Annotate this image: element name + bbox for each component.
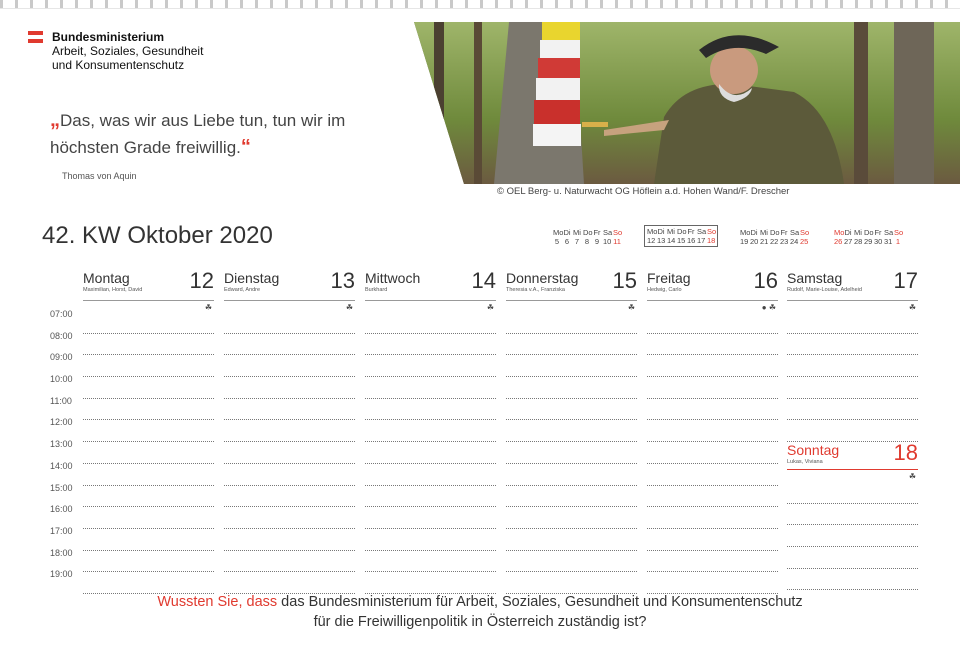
day-column-saturday [787,268,918,312]
moon-phase-icon: ☘ [908,303,916,312]
day-number: 16 [753,268,778,293]
moon-phase-icon: ☘ [204,303,212,312]
day-column-wednesday [365,268,496,312]
day-number: 12 [189,268,214,293]
day-column-monday [83,268,214,312]
day-number: 18 [893,440,918,465]
day-number: 14 [471,268,496,293]
mini-calendar-current-week: Mo 12 Di 13 Mi 14 Do 15 Fr 16 Sa 17 So 18 [644,225,718,247]
day-name: Mittwoch [365,270,421,286]
time-label: 10:00 [50,374,73,385]
name-days: Lukas, Viviana [787,459,823,465]
writing-lines [365,312,496,594]
time-label: 12:00 [50,417,73,428]
name-days: Hedwig, Carlo [647,287,682,293]
quote-author: Thomas von Aquin [62,171,137,181]
name-days: Rudolf, Marie-Louise, Adelheid [787,287,862,293]
writing-lines [83,312,214,594]
ministry-name: Bundesministerium Arbeit, Soziales, Gesundheit und Konsumentenschutz [52,30,204,72]
footer-text: das Bundesministerium für Arbeit, Soziales, Gesundheit und Konsumentenschutz [277,594,803,610]
mini-calendar-prev-week: Mo 5 Di 6 Mi 7 Do 8 Fr 9 Sa 10 So 11 [553,228,623,246]
moon-phase-icon: ● ☘ [761,303,776,312]
mini-calendar-next-week: Mo 19 Di 20 Mi 21 Do 22 Fr 23 Sa 24 So 25 [740,228,810,246]
writing-lines [224,312,355,594]
time-label: 13:00 [50,439,73,450]
day-column-friday [647,268,778,312]
day-name: Samstag [787,270,843,286]
day-column-tuesday [224,268,355,312]
name-days: Maximilian, Horst, David [83,287,143,293]
time-label: 15:00 [50,482,73,493]
moon-phase-icon: ☘ [627,303,635,312]
week-title: 42. KW Oktober 2020 [42,222,273,249]
day-name: Montag [83,270,130,286]
day-name: Sonntag [787,442,840,458]
mini-calendar-week-after: Mo 26 Di 27 Mi 28 Do 29 Fr 30 Sa 31 So 1 [834,228,904,246]
writing-lines [506,312,637,594]
time-label: 19:00 [50,569,73,580]
day-number: 17 [893,268,918,293]
day-column-sunday [787,440,918,481]
day-name: Freitag [647,270,691,286]
austria-flag-icon [28,31,43,43]
photo-credit: © OEL Berg- u. Naturwacht OG Höflein a.d. Hohen Wand/F. Drescher [497,186,790,197]
volunteer-photo [414,22,960,184]
day-number: 13 [330,268,355,293]
time-label: 18:00 [50,547,73,558]
writing-lines [787,482,918,590]
time-label: 14:00 [50,460,73,471]
writing-lines [647,312,778,594]
time-label: 16:00 [50,504,73,515]
moon-phase-icon: ☘ [908,472,916,481]
name-days: Burkhard [365,287,388,293]
moon-phase-icon: ☘ [486,303,494,312]
day-column-thursday [506,268,637,312]
time-labels [50,307,73,589]
did-you-know-footer [0,592,960,632]
quote-text: Das, was wir aus Liebe tun, tun wir im höchsten Grade freiwillig. [50,111,346,157]
day-number: 15 [612,268,637,293]
moon-phase-icon: ☘ [345,303,353,312]
name-days: Theresia v.A., Franziska [506,287,565,293]
footer-text-line2: für die Freiwilligenpolitik in Österreich zuständig ist? [313,614,647,630]
footer-lead: Wussten Sie, dass [157,594,278,610]
name-days: Edward, Andre [224,287,261,293]
time-label: 11:00 [50,395,72,406]
quote: „Das, was wir aus Liebe tun, tun wir im höchsten Grade freiwillig.“ [50,109,346,158]
time-label: 08:00 [50,330,73,341]
writing-lines [787,312,918,442]
calendar-spiral-binding [0,0,960,8]
time-label: 09:00 [50,352,73,363]
time-label: 07:00 [50,309,73,319]
time-label: 17:00 [50,525,73,536]
day-name: Dienstag [224,270,280,286]
day-name: Donnerstag [506,270,579,286]
